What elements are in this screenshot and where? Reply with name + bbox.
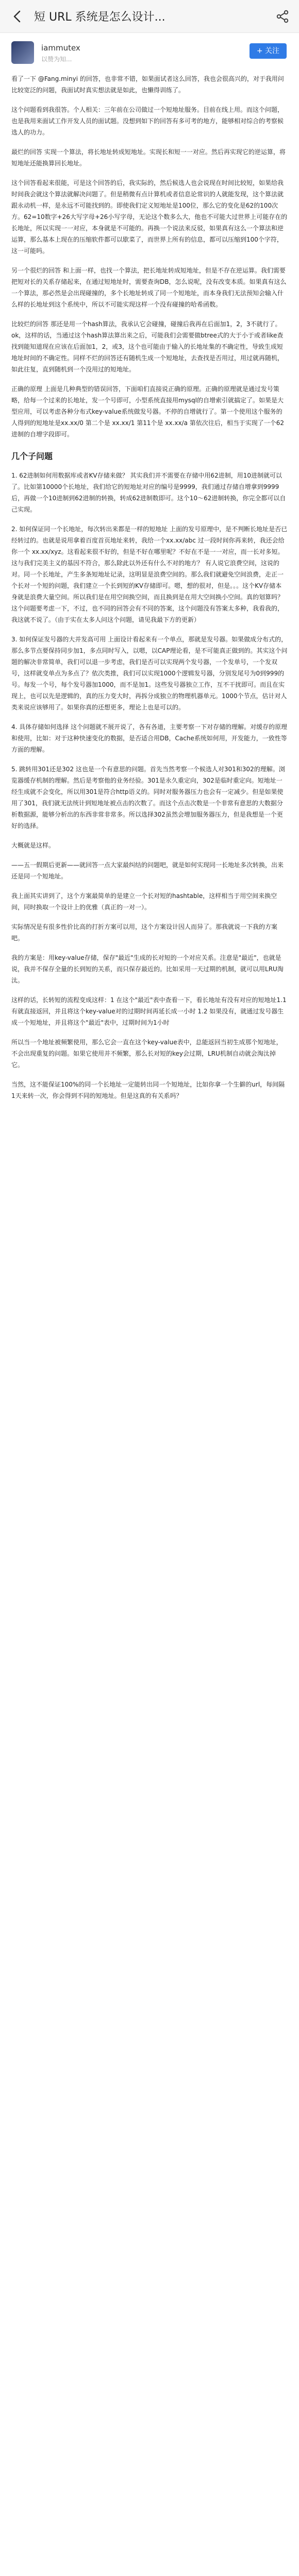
author-followed-text: 以赞为知... — [41, 56, 72, 63]
paragraph: 这样的话，长转短的流程变成这样：1 在这个"最近"表中查看一下，看长地址有没有对应的短地址1.1 有就直接返回，并且将这个key-value对的过期时间再延长成一小时 1.2 如果没有，就通过发号器生成一个短地址，并且将这个"最近"表中，过期时间为1小时 — [11, 996, 287, 1026]
paragraph: 3. 如何保证发号器的大并发高可用 上面设计看起来有一个单点，那就是发号器。如果做成分布式的，那么多节点要保持同步加1，多点同时写入，以嗯，以CAP理论看，是不可能真正做到的。其实这个问题的解决非常简单，我们可以退一步考虑，我们是否可以实现两个发号器，一个发单号，一个发双号，这样就变单点为多点了？依次类推，我们可以实现1000个逻辑发号器，分别发尾号为0到999的号。每发一个号，每个发号器加1000，而不是加1。这些发号器独立工作，互不干扰即可。而且在实现上，也可以先是逻辑的，真的压力变大时，再拆分成独立的物理机器单元。1000个节点，估计对人类来说应该够用了。如果你真的还想更多，理论上也是可以的。 — [11, 636, 288, 711]
section-heading: 几个子问题 — [11, 451, 53, 461]
paragraph: 实际情况是有很多性价比高的打折方案可以用，这个方案设计因人而异了。那我就说一下我的方案吧。 — [11, 923, 278, 942]
paragraph: 我上面其实讲到了，这个方案最简单的是建立一个长对短的hashtable，这样相当于用空间来换空间，同时换取一个设计上的优雅（真正的一对一）。 — [11, 892, 277, 911]
author-name[interactable]: iammutex — [41, 43, 80, 53]
paragraph: 1. 62进制如何用数据库或者KV存储来做？ 其实我们并不需要在存储中用62进制，用10进制就可以了。比如第10000个长地址，我们给它的短地址对应的编号是9999，我们通过存储自增拿到9999后，再做一个10进制到62进制的转换，转成62进制数即可。这个10～62进制转换，你完全都可以自己实现。 — [11, 472, 286, 513]
answer-content — [11, 73, 288, 1110]
back-arrow-icon — [8, 7, 27, 26]
paragraph: 2. 如何保证同一个长地址，每次转出来都是一样的短地址 上面的发号原理中，是不判断长地址是否已经转过的。也就是说用拿着百度首页地址来转，我给一个xx.xx/abc 过一段时间你再来转，我还会给你一个 xx.xx/xyz。这看起来很不好的，但是不好在哪里呢？不好在不是一一对应，而一长对多短。这与我们完美主义的基因不符合，那么除此以外还有什么不对的地方？ 有人说它浪费空间，这说的对。同一个长地址，产生多条短地址记录，这明显是浪费空间的。那么我们就避免空间浪费，走正一个长对一个短的问题，我们建立一个长到短的KV存储即可。嗯，想的很对，但是。。。这个KV存储本身就是浪费大量空间。所以我们是在用空间换空间，而且换到是在用大空间换小空间。真的划算吗？这个问题要考虑一下，不过，也不同的回答会有不同的答案，这个问题没有答案太多种，我看我的，我这就不说了。（由于实在太多人问这个问题，请见我最下方的更新） — [11, 526, 288, 623]
author-avatar[interactable] — [11, 41, 34, 64]
paragraph: 这个回答看起来很能，可是这个回答的后，我实际的，然后候选人也会说现在时间比较短，如果给我时间我会就这个算法就解决问题了。但是稍微有点计算机或者信息论常识的人就能发现，这个算法就跟永动机一样，是永远不可能找到的。即使我们定义短地址是100位，那么它的变化是62的100次方。62=10数字+26大写字母+26小写字母，无论这个数多么大，他也不可能大过世界上可能存在的长地址，所以实现一一对应，本身就是不可能的。再换一个说法来反驳，如果真有这么一个算法和逆运算，那么基本上现在的压缩软件都可以歇菜了，而世界上所有的信息，都可以压缩到100个字符，这一可能吗。 — [11, 179, 288, 255]
paragraph: 所以当一个地址被频繁使用，那么它会一直在这个key-value表中，总能返回当初生成那个短地址，不会出现重复的问题。如果它使用并不频繁，那么长对短的key会过期，LRU机制自动就会淘汰掉它。 — [11, 1039, 283, 1069]
paragraph: 大概就是这样。 — [11, 842, 55, 849]
page-title: 短 URL 系统是怎么设计... — [34, 11, 165, 24]
paragraph: 我的方案是：用key-value存储，保存"最近"生成的长对短的一个对应关系。注意是"最近"，也就是说，我并不保存全量的长到短的关系，而只保存最近的。比如采用一天过期的机制，就可以用LRU淘汰。 — [11, 954, 284, 984]
paragraph: 看了一下 @Fang.minyi 的回答，也非常不错，如果面试者这么回答，我也会很高兴的，对于我用问比较宽泛的问题，我面试时真实想法就是如此，也懒得训练了。 — [11, 75, 284, 94]
paragraph: ——五一假期后更新——就回答一点大家最纠结的问题吧，就是如何实现同一长地址多次转换，出来还是同一个短地址。 — [11, 861, 284, 880]
follow-button[interactable]: + 关注 — [250, 43, 287, 59]
share-icon — [273, 7, 292, 26]
paragraph: 5. 跳转用301还是302 这也是一个有意思的问题。首先当然考察一个候选人对301和302的理解。浏览器缓存机制的理解。然后是考察他的业务经验。301是永久重定向，302是临时重定向。短地址一经生成就不会变化，所以用301是符合http语义的。同时对服务器压力也会有一定减少。但是如果使用了301，我们就无法统计到短地址被点击的次数了。而这个点击次数是一个非常有意思的大数据分析数据源，能够分析出的东西非常非常多。所以选择302虽然会增加服务器压力，但是我想是一个更好的选择。 — [11, 766, 285, 829]
paragraph: 当然，这不能保证100%的同一个长地址一定能转出同一个短地址，比如你拿一个生僻的url，每间隔1天来转一次，你会得到不同的短地址。但是这真的有关系吗？ — [11, 1081, 285, 1099]
paragraph: 另一个很烂的回答 和上面一样，也找一个算法，把长地址转成短地址，但是不存在逆运算。我们需要把短对长的关系存储起来，在通过短地址时，需要查询DB，怎么说呢，没有改变本质。如果真有这么一个算法，那必然是会出现碰撞的，多个长地址转成了同一个短地址，而本身我们无法预知会输入什么样的长地址到这个系统中，所以不可能实现这样一个没有碰撞的哈希函数。 — [11, 267, 287, 308]
top-app-bar — [0, 0, 299, 33]
paragraph: 最烂的回答 实现一个算法，将长地址转成短地址。实现长和短一一对应。然后再实现它的逆运算，将短地址还能换算回长地址。 — [11, 148, 286, 167]
paragraph: 4. 具体存储如何选择 这个问题就不展开说了，各有各道，主要考察一下对存储的理解。对缓存的原理和使用，比如：对于这种快速变化的数据，是否适合用DB，Cache系统如何用，开发能力，一致性等方面的理解。 — [11, 723, 288, 753]
paragraph: 这个问题看到我很答。个人相关：三年前在公司做过一个短地址服务。目前在线上用。而这个问题，也是我用来面试工作开发人员的面试题。没想到如下的回答有多可考的地方，能够相对综合的考察候选人的功力。 — [11, 106, 284, 136]
share-button[interactable] — [273, 7, 292, 26]
paragraph: 正确的原理 上面是几种典型的错误回答，下面咱们直接说正确的原理。正确的原理就是通过发号策略，给每一个过来的长地址，发一个号即可，小型系统直接用mysql的自增索引就搞定了。如果是大型应用，可以考虑各种分布式key-value系统做发号器。不停的自增就行了。第一个使用这个服务的人得到的短地址是xx.xx/0 第二个是 xx.xx/1 第11个是 xx.xx/a 第依次往后，相当于实现了一个62进制的自增字段即可。 — [11, 385, 285, 438]
back-button[interactable] — [8, 7, 27, 26]
author-row — [0, 33, 299, 69]
paragraph: 比较烂的回答 那还是用一个hash算法，我承认它会碰撞，碰撞后我再在后面加1，2，3不就行了。ok，这样的话，当通过这个hash算法算出来之后，可能我们会需要做btree式的大于小于或者like查找到能知道现在应该在后面加1，2，或3，这个也可能由于输入的长地址集的不确定性，导致生成短地址时间的不确定性。同样不烂的回答还有随机生成一个短地址，去查找是否用过，用过就再随机，如此往复，直到随机到一个没用过的短地址。 — [11, 320, 284, 373]
